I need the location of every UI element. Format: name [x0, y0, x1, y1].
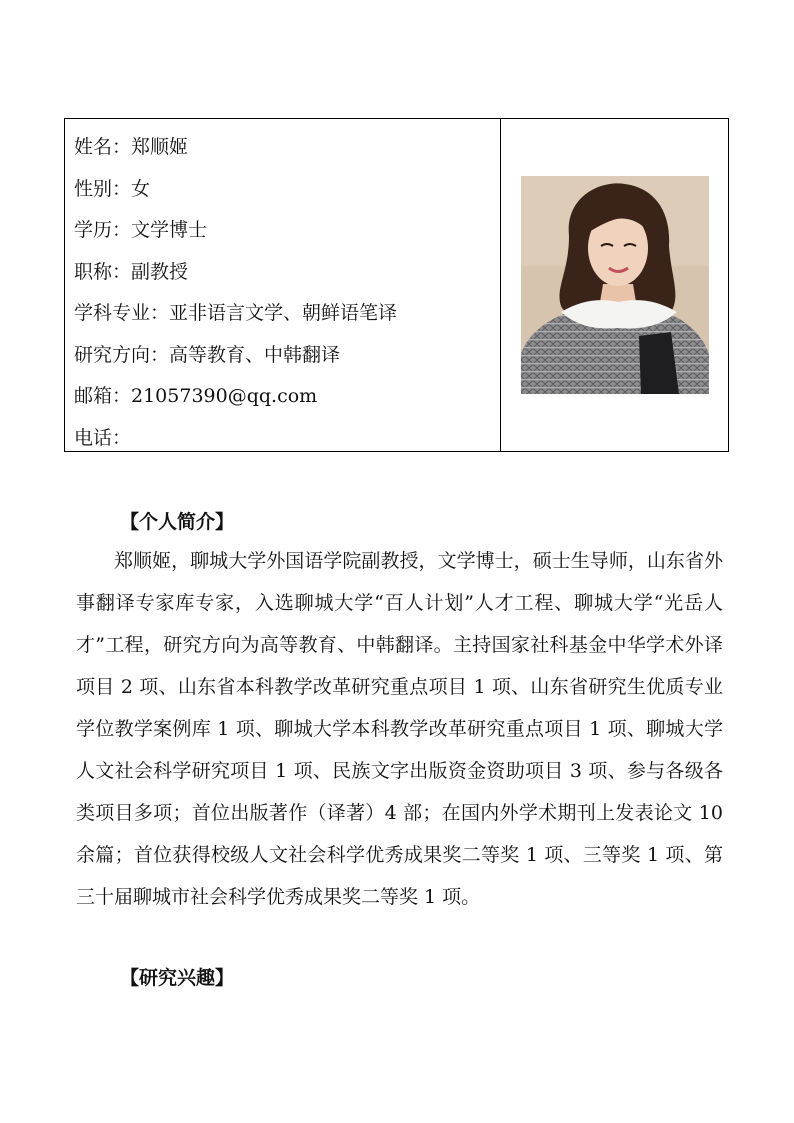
title-row: 职称：副教授 — [74, 260, 189, 283]
gender-row: 性别：女 — [74, 177, 151, 200]
phone-row: 电话： — [74, 426, 132, 449]
photo-cell — [501, 119, 728, 451]
portrait-photo — [521, 176, 709, 394]
profile-info — [65, 119, 501, 451]
research-direction-row: 研究方向：高等教育、中韩翻译 — [74, 343, 341, 366]
degree-row: 学历：文学博士 — [74, 219, 208, 241]
email-row: 邮箱：21057390@qq.com — [74, 385, 318, 407]
discipline-row: 学科专业：亚非语言文学、朝鲜语笔译 — [74, 302, 398, 324]
intro-heading: 【个人简介】 — [120, 511, 235, 533]
profile-table — [64, 118, 729, 452]
name-row: 姓名：郑顺姬 — [74, 136, 189, 158]
research-interests-heading: 【研究兴趣】 — [120, 967, 235, 989]
intro-paragraph: 郑顺姬，聊城大学外国语学院副教授，文学博士，硕士生导师，山东省外事翻译专家库专家，入选聊城大学“百人计划”人才工程、聊城大学“光岳人才”工程，研究方向为高等教育、中韩翻译。主持国家社科基金中华学术外译项目 2 项、山东省本科教学改革研究重点项目 1 项、山东省研究生优质专业学位教学案例库 1 项、聊城大学本科教学改革研究重点项目 1 项、聊城大学人文社会科学研究项目 1 项、民族文字出版资金资助项目 3 项、参与各级各类项目多项；首位出版著作（译著）4 部；在国内外学术期刊上发表论文 10 余篇；首位获得校级人文社会科学优秀成果奖二等奖 1 项、三等奖 1 项、第三十届聊城市社会科学优秀成果奖二等奖 1 项。 — [76, 550, 723, 908]
